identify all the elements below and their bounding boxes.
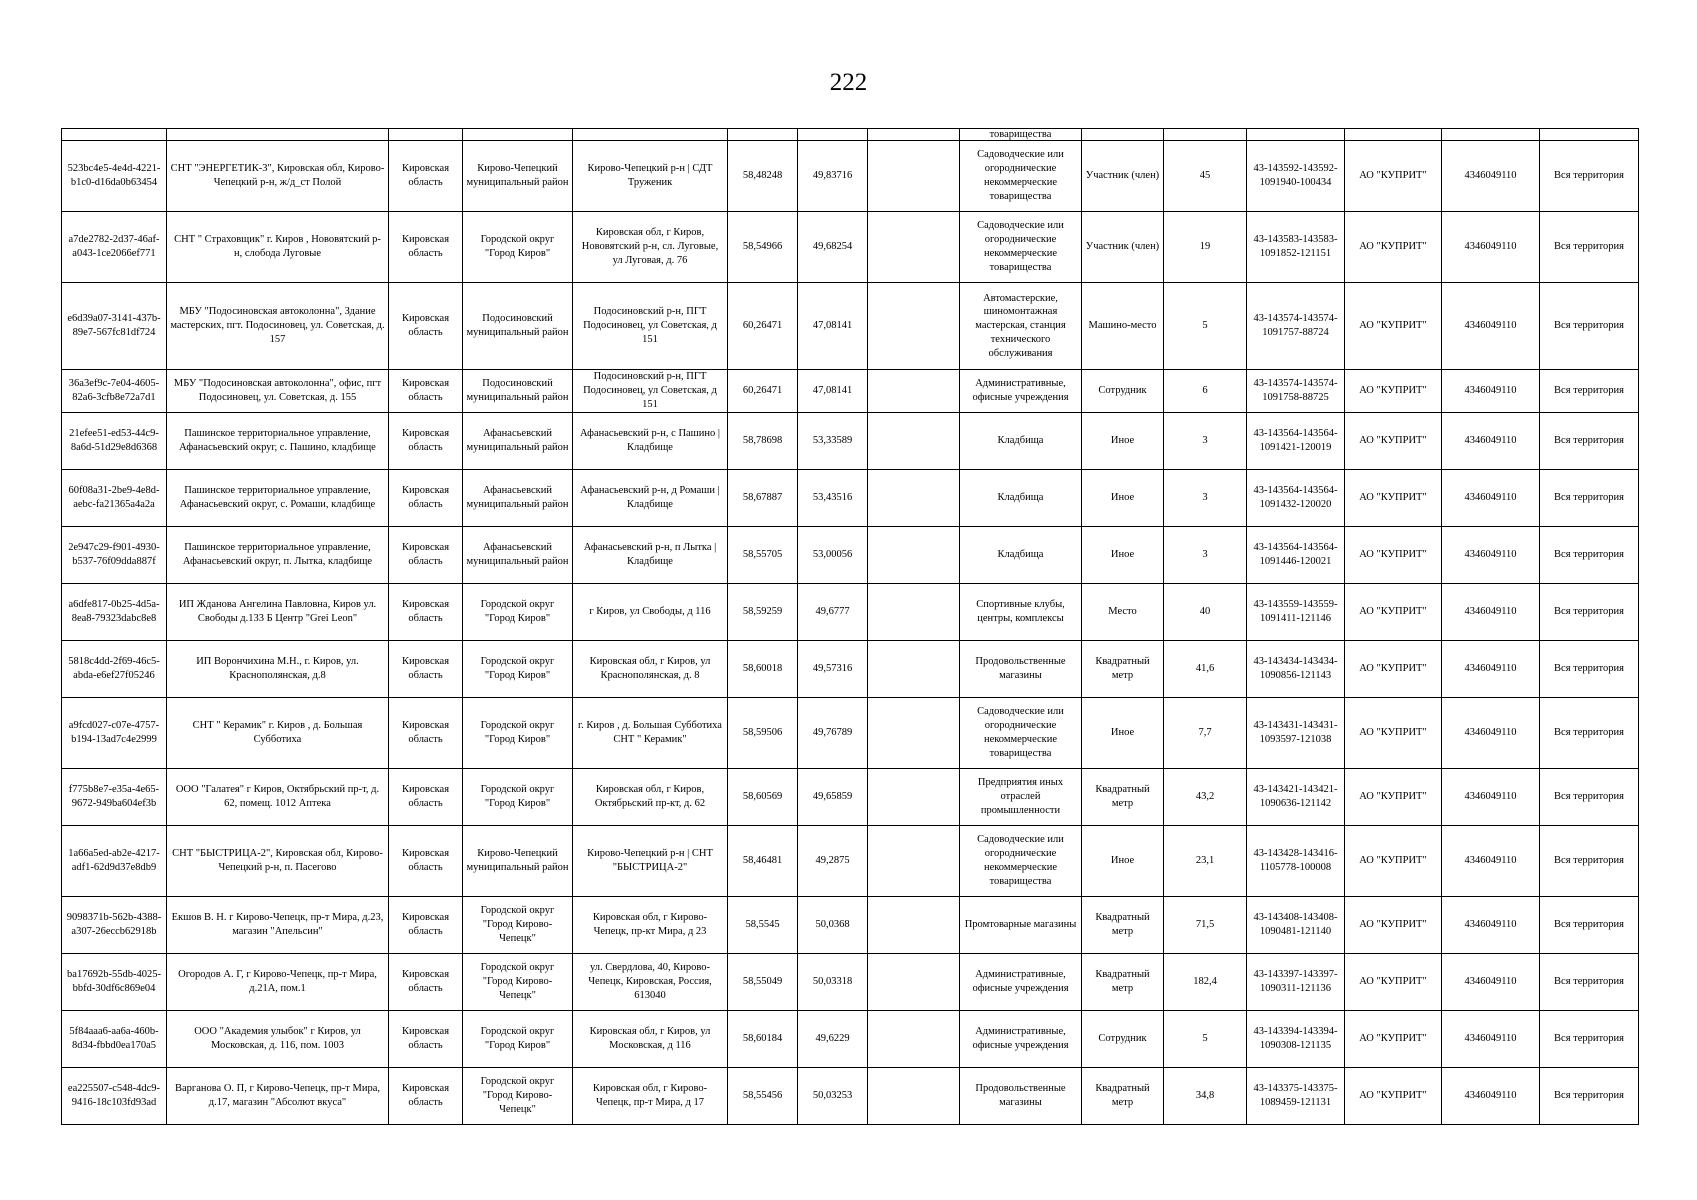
cell-object-id: a9fcd027-c07e-4757-b194-13ad7c4e2999 xyxy=(62,698,167,769)
cell-municipality: Городской округ "Город Киров" xyxy=(463,1011,573,1068)
cell-territorial-scheme-code: 43-143397-143397-1090311-121136 xyxy=(1247,954,1345,1011)
cell-inn: 4346049110 xyxy=(1442,897,1540,954)
cell-inn: 4346049110 xyxy=(1442,826,1540,897)
cell-empty xyxy=(868,470,960,527)
cell-object-id: a6dfe817-0b25-4d5a-8ea8-79323dabc8e8 xyxy=(62,584,167,641)
cell-inn: 4346049110 xyxy=(1442,413,1540,470)
cell-unit: Участник (член) xyxy=(1082,212,1164,283)
cell-territorial-scheme-code: 43-143375-143375-1089459-121131 xyxy=(1247,1068,1345,1125)
cell-region: Кировская область xyxy=(389,141,463,212)
cell-territorial-scheme-code: 43-143431-143431-1093597-121038 xyxy=(1247,698,1345,769)
cell-object-name: Пашинское территориальное управление, Афанасьевский округ, с. Пашино, кладбище xyxy=(167,413,389,470)
cell-unit: Квадратный метр xyxy=(1082,1068,1164,1125)
cell-quantity: 3 xyxy=(1164,413,1247,470)
table-row xyxy=(62,584,1639,641)
cell-municipality: Городской округ "Город Кирово-Чепецк" xyxy=(463,1068,573,1125)
cell-object-name: Екшов В. Н. г Кирово-Чепецк, пр-т Мира, д.23, магазин "Апельсин" xyxy=(167,897,389,954)
cell-unit: Участник (член) xyxy=(1082,141,1164,212)
cell-object-name: Пашинское территориальное управление, Афанасьевский округ, с. Ромаши, кладбище xyxy=(167,470,389,527)
cell-quantity: 45 xyxy=(1164,141,1247,212)
cell-unit: Сотрудник xyxy=(1082,370,1164,413)
cell-empty xyxy=(868,826,960,897)
cell-object-category: Административные, офисные учреждения xyxy=(960,1011,1082,1068)
cell-operator: АО "КУПРИТ" xyxy=(1345,413,1442,470)
table-row xyxy=(62,1068,1639,1125)
cell-latitude: 58,55705 xyxy=(728,527,798,584)
table-row xyxy=(62,698,1639,769)
cell-latitude: 58,59259 xyxy=(728,584,798,641)
cell-object-name: СНТ "БЫСТРИЦА-2", Кировская обл, Кирово-Чепецкий р-н, п. Пасегово xyxy=(167,826,389,897)
cell-object-category: Административные, офисные учреждения xyxy=(960,370,1082,413)
cell-territorial-scheme-code: 43-143564-143564-1091432-120020 xyxy=(1247,470,1345,527)
table-cell xyxy=(1082,129,1164,141)
cell-inn: 4346049110 xyxy=(1442,584,1540,641)
cell-operator: АО "КУПРИТ" xyxy=(1345,1011,1442,1068)
cell-inn: 4346049110 xyxy=(1442,769,1540,826)
cell-object-name: МБУ "Подосиновская автоколонна", Здание мастерских, пгт. Подосиновец, ул. Советская, д. 157 xyxy=(167,283,389,370)
cell-municipality: Афанасьевский муниципальный район xyxy=(463,413,573,470)
cell-address: Подосиновский р-н, ПГТ Подосиновец, ул Советская, д 151 xyxy=(573,370,728,413)
table-cell xyxy=(573,129,728,141)
cell-object-id: 9098371b-562b-4388-a307-26eccb62918b xyxy=(62,897,167,954)
cell-address: Кировская обл, г Кирово-Чепецк, пр-т Мира, д 17 xyxy=(573,1068,728,1125)
table-row xyxy=(62,641,1639,698)
cell-territory: Вся территория xyxy=(1540,584,1639,641)
cell-territory: Вся территория xyxy=(1540,141,1639,212)
cell-inn: 4346049110 xyxy=(1442,1011,1540,1068)
cell-address: Кировская обл, г Кирово-Чепецк, пр-кт Мира, д 23 xyxy=(573,897,728,954)
cell-longitude: 47,08141 xyxy=(798,370,868,413)
cell-inn: 4346049110 xyxy=(1442,283,1540,370)
cell-quantity: 19 xyxy=(1164,212,1247,283)
cell-object-name: СНТ " Страховщик" г. Киров , Нововятский р-н, слобода Луговые xyxy=(167,212,389,283)
cell-inn: 4346049110 xyxy=(1442,641,1540,698)
cell-empty xyxy=(868,413,960,470)
cell-region: Кировская область xyxy=(389,698,463,769)
cell-territory: Вся территория xyxy=(1540,370,1639,413)
cell-object-id: 60f08a31-2be9-4e8d-aebc-fa21365a4a2a xyxy=(62,470,167,527)
cell-object-category: Кладбища xyxy=(960,527,1082,584)
cell-object-category: Промтоварные магазины xyxy=(960,897,1082,954)
cell-object-category: Продовольственные магазины xyxy=(960,1068,1082,1125)
cell-latitude: 58,46481 xyxy=(728,826,798,897)
table-row xyxy=(62,283,1639,370)
cell-territorial-scheme-code: 43-143574-143574-1091758-88725 xyxy=(1247,370,1345,413)
cell-territory: Вся территория xyxy=(1540,527,1639,584)
cell-address: Кировская обл, г Киров, ул Московская, д 116 xyxy=(573,1011,728,1068)
cell-object-id: 21efee51-ed53-44c9-8a6d-51d29e8d6368 xyxy=(62,413,167,470)
table-row xyxy=(62,470,1639,527)
cell-operator: АО "КУПРИТ" xyxy=(1345,769,1442,826)
cell-empty xyxy=(868,954,960,1011)
cell-inn: 4346049110 xyxy=(1442,370,1540,413)
cell-operator: АО "КУПРИТ" xyxy=(1345,283,1442,370)
cell-operator: АО "КУПРИТ" xyxy=(1345,897,1442,954)
cell-object-category: Кладбища xyxy=(960,413,1082,470)
cell-territory: Вся территория xyxy=(1540,1011,1639,1068)
cell-operator: АО "КУПРИТ" xyxy=(1345,370,1442,413)
page-number: 222 xyxy=(829,69,868,96)
cell-empty xyxy=(868,283,960,370)
cell-operator: АО "КУПРИТ" xyxy=(1345,212,1442,283)
cell-unit: Квадратный метр xyxy=(1082,769,1164,826)
cell-operator: АО "КУПРИТ" xyxy=(1345,954,1442,1011)
cell-empty xyxy=(868,370,960,413)
table-row xyxy=(62,826,1639,897)
cell-territory: Вся территория xyxy=(1540,283,1639,370)
cell-territorial-scheme-code: 43-143428-143416-1105778-100008 xyxy=(1247,826,1345,897)
cell-territorial-scheme-code: 43-143592-143592-1091940-100434 xyxy=(1247,141,1345,212)
cell-address: Афанасьевский р-н, д Ромаши | Кладбище xyxy=(573,470,728,527)
cell-object-name: СНТ "ЭНЕРГЕТИК-3", Кировская обл, Кирово-Чепецкий р-н, ж/д_ст Полой xyxy=(167,141,389,212)
cell-object-id: 36a3ef9c-7e04-4605-82a6-3cfb8e72a7d1 xyxy=(62,370,167,413)
table-row xyxy=(62,769,1639,826)
cell-address: Кирово-Чепецкий р-н | СНТ "БЫСТРИЦА-2" xyxy=(573,826,728,897)
cell-object-category: Садоводческие или огороднические некоммерческие товарищества xyxy=(960,212,1082,283)
cell-region: Кировская область xyxy=(389,283,463,370)
cell-latitude: 58,60018 xyxy=(728,641,798,698)
table-cell xyxy=(798,129,868,141)
cell-quantity: 5 xyxy=(1164,283,1247,370)
cell-quantity: 182,4 xyxy=(1164,954,1247,1011)
table-row xyxy=(62,897,1639,954)
cell-address: Кировская обл, г Киров, Октябрьский пр-кт, д. 62 xyxy=(573,769,728,826)
cell-longitude: 49,57316 xyxy=(798,641,868,698)
table-cell-fragment: товарищества xyxy=(960,129,1082,141)
cell-territorial-scheme-code: 43-143408-143408-1090481-121140 xyxy=(1247,897,1345,954)
cell-territory: Вся территория xyxy=(1540,897,1639,954)
cell-unit: Иное xyxy=(1082,527,1164,584)
cell-territory: Вся территория xyxy=(1540,698,1639,769)
cell-municipality: Городской округ "Город Киров" xyxy=(463,641,573,698)
cell-municipality: Городской округ "Город Киров" xyxy=(463,584,573,641)
cell-object-id: f775b8e7-e35a-4e65-9672-949ba604ef3b xyxy=(62,769,167,826)
cell-address: Афанасьевский р-н, п Лытка | Кладбище xyxy=(573,527,728,584)
cell-object-category: Спортивные клубы, центры, комплексы xyxy=(960,584,1082,641)
cell-inn: 4346049110 xyxy=(1442,698,1540,769)
cell-quantity: 5 xyxy=(1164,1011,1247,1068)
cell-empty xyxy=(868,698,960,769)
table-cell xyxy=(62,129,167,141)
table-row xyxy=(62,527,1639,584)
cell-latitude: 58,67887 xyxy=(728,470,798,527)
cell-municipality: Подосиновский муниципальный район xyxy=(463,370,573,413)
cell-latitude: 58,60569 xyxy=(728,769,798,826)
cell-inn: 4346049110 xyxy=(1442,141,1540,212)
cell-unit: Место xyxy=(1082,584,1164,641)
cell-territorial-scheme-code: 43-143564-143564-1091421-120019 xyxy=(1247,413,1345,470)
cell-longitude: 53,43516 xyxy=(798,470,868,527)
cell-longitude: 49,6777 xyxy=(798,584,868,641)
cell-operator: АО "КУПРИТ" xyxy=(1345,141,1442,212)
cell-object-name: Огородов А. Г, г Кирово-Чепецк, пр-т Мира, д.21А, пом.1 xyxy=(167,954,389,1011)
cell-territory: Вся территория xyxy=(1540,212,1639,283)
table-cell xyxy=(728,129,798,141)
cell-inn: 4346049110 xyxy=(1442,1068,1540,1125)
cell-territorial-scheme-code: 43-143559-143559-1091411-121146 xyxy=(1247,584,1345,641)
cell-object-category: Административные, офисные учреждения xyxy=(960,954,1082,1011)
table-cell xyxy=(1164,129,1247,141)
cell-region: Кировская область xyxy=(389,954,463,1011)
cell-longitude: 50,0368 xyxy=(798,897,868,954)
cell-empty xyxy=(868,141,960,212)
cell-latitude: 60,26471 xyxy=(728,370,798,413)
cell-quantity: 71,5 xyxy=(1164,897,1247,954)
cell-object-name: СНТ " Керамик" г. Киров , д. Большая Субботиха xyxy=(167,698,389,769)
cell-unit: Иное xyxy=(1082,698,1164,769)
cell-object-name: ИП Жданова Ангелина Павловна, Киров ул. Свободы д.133 Б Центр "Grei Leon" xyxy=(167,584,389,641)
cell-operator: АО "КУПРИТ" xyxy=(1345,527,1442,584)
cell-empty xyxy=(868,641,960,698)
cell-longitude: 49,2875 xyxy=(798,826,868,897)
cell-operator: АО "КУПРИТ" xyxy=(1345,641,1442,698)
cell-operator: АО "КУПРИТ" xyxy=(1345,1068,1442,1125)
cell-operator: АО "КУПРИТ" xyxy=(1345,470,1442,527)
table-cell xyxy=(463,129,573,141)
cell-quantity: 43,2 xyxy=(1164,769,1247,826)
cell-latitude: 58,55049 xyxy=(728,954,798,1011)
cell-unit: Квадратный метр xyxy=(1082,897,1164,954)
cell-longitude: 47,08141 xyxy=(798,283,868,370)
cell-municipality: Кирово-Чепецкий муниципальный район xyxy=(463,826,573,897)
cell-municipality: Городской округ "Город Кирово-Чепецк" xyxy=(463,897,573,954)
cell-object-name: ООО "Академия улыбок" г Киров, ул Московская, д. 116, пом. 1003 xyxy=(167,1011,389,1068)
table-cell xyxy=(868,129,960,141)
cell-object-name: Пашинское территориальное управление, Афанасьевский округ, п. Лытка, кладбище xyxy=(167,527,389,584)
cell-territory: Вся территория xyxy=(1540,954,1639,1011)
cell-object-category: Автомастерские, шиномонтажная мастерская, станция технического обслуживания xyxy=(960,283,1082,370)
cell-object-category: Кладбища xyxy=(960,470,1082,527)
cell-object-name: МБУ "Подосиновская автоколонна", офис, пгт Подосиновец, ул. Советская, д. 155 xyxy=(167,370,389,413)
cell-latitude: 58,78698 xyxy=(728,413,798,470)
cell-latitude: 58,54966 xyxy=(728,212,798,283)
cell-operator: АО "КУПРИТ" xyxy=(1345,826,1442,897)
table-cell xyxy=(167,129,389,141)
cell-latitude: 60,26471 xyxy=(728,283,798,370)
cell-territorial-scheme-code: 43-143434-143434-1090856-121143 xyxy=(1247,641,1345,698)
cell-territorial-scheme-code: 43-143583-143583-1091852-121151 xyxy=(1247,212,1345,283)
cell-longitude: 49,83716 xyxy=(798,141,868,212)
cell-latitude: 58,48248 xyxy=(728,141,798,212)
cell-quantity: 41,6 xyxy=(1164,641,1247,698)
table-row xyxy=(62,1011,1639,1068)
cell-region: Кировская область xyxy=(389,212,463,283)
cell-address: Афанасьевский р-н, с Пашино | Кладбище xyxy=(573,413,728,470)
cell-empty xyxy=(868,584,960,641)
cell-address: Кировская обл, г Киров, ул Краснополянская, д. 8 xyxy=(573,641,728,698)
cell-object-category: Предприятия иных отраслей промышленности xyxy=(960,769,1082,826)
cell-address: Подосиновский р-н, ПГТ Подосиновец, ул Советская, д 151 xyxy=(573,283,728,370)
cell-region: Кировская область xyxy=(389,641,463,698)
cell-municipality: Подосиновский муниципальный район xyxy=(463,283,573,370)
waste-objects-table xyxy=(61,128,1639,1125)
cell-object-id: 523bc4e5-4e4d-4221-b1c0-d16da0b63454 xyxy=(62,141,167,212)
cell-empty xyxy=(868,769,960,826)
cell-region: Кировская область xyxy=(389,584,463,641)
cell-municipality: Городской округ "Город Кирово-Чепецк" xyxy=(463,954,573,1011)
cell-territorial-scheme-code: 43-143394-143394-1090308-121135 xyxy=(1247,1011,1345,1068)
table-cell xyxy=(1442,129,1540,141)
cell-address: г Киров, ул Свободы, д 116 xyxy=(573,584,728,641)
cell-territory: Вся территория xyxy=(1540,641,1639,698)
cell-territorial-scheme-code: 43-143564-143564-1091446-120021 xyxy=(1247,527,1345,584)
cell-longitude: 49,76789 xyxy=(798,698,868,769)
cell-object-id: e6d39a07-3141-437b-89e7-567fc81df724 xyxy=(62,283,167,370)
cell-quantity: 3 xyxy=(1164,470,1247,527)
cell-unit: Машино-место xyxy=(1082,283,1164,370)
cell-quantity: 3 xyxy=(1164,527,1247,584)
cell-latitude: 58,55456 xyxy=(728,1068,798,1125)
cell-municipality: Афанасьевский муниципальный район xyxy=(463,470,573,527)
cell-object-id: ba17692b-55db-4025-bbfd-30df6c869e04 xyxy=(62,954,167,1011)
cell-territory: Вся территория xyxy=(1540,413,1639,470)
cell-unit: Иное xyxy=(1082,413,1164,470)
cell-unit: Иное xyxy=(1082,470,1164,527)
cell-inn: 4346049110 xyxy=(1442,470,1540,527)
cell-object-category: Садоводческие или огороднические некоммерческие товарищества xyxy=(960,698,1082,769)
cell-region: Кировская область xyxy=(389,826,463,897)
cell-unit: Иное xyxy=(1082,826,1164,897)
cell-longitude: 49,68254 xyxy=(798,212,868,283)
cell-inn: 4346049110 xyxy=(1442,212,1540,283)
cell-inn: 4346049110 xyxy=(1442,527,1540,584)
cell-territorial-scheme-code: 43-143421-143421-1090636-121142 xyxy=(1247,769,1345,826)
cell-region: Кировская область xyxy=(389,897,463,954)
cell-territorial-scheme-code: 43-143574-143574-1091757-88724 xyxy=(1247,283,1345,370)
cell-empty xyxy=(868,527,960,584)
cell-object-id: 2e947c29-f901-4930-b537-76f09dda887f xyxy=(62,527,167,584)
cell-empty xyxy=(868,1068,960,1125)
cell-object-id: 5818c4dd-2f69-46c5-abda-e6ef27f05246 xyxy=(62,641,167,698)
cell-address: ул. Свердлова, 40, Кирово-Чепецк, Кировская, Россия, 613040 xyxy=(573,954,728,1011)
cell-quantity: 6 xyxy=(1164,370,1247,413)
cell-object-name: ИП Ворончихина М.Н., г. Киров, ул. Краснополянская, д.8 xyxy=(167,641,389,698)
cell-object-id: a7de2782-2d37-46af-a043-1ce2066ef771 xyxy=(62,212,167,283)
cell-municipality: Кирово-Чепецкий муниципальный район xyxy=(463,141,573,212)
cell-territory: Вся территория xyxy=(1540,826,1639,897)
cell-longitude: 49,65859 xyxy=(798,769,868,826)
cell-region: Кировская область xyxy=(389,413,463,470)
cell-municipality: Городской округ "Город Киров" xyxy=(463,212,573,283)
cell-municipality: Городской округ "Город Киров" xyxy=(463,769,573,826)
cell-object-category: Садоводческие или огороднические некоммерческие товарищества xyxy=(960,826,1082,897)
cell-object-id: ea225507-c548-4dc9-9416-18c103fd93ad xyxy=(62,1068,167,1125)
cell-quantity: 23,1 xyxy=(1164,826,1247,897)
cell-unit: Квадратный метр xyxy=(1082,954,1164,1011)
cell-object-name: ООО "Галатея" г Киров, Октябрьский пр-т, д. 62, помещ. 1012 Аптека xyxy=(167,769,389,826)
cell-object-id: 1a66a5ed-ab2e-4217-adf1-62d9d37e8db9 xyxy=(62,826,167,897)
cell-object-id: 5f84aaa6-aa6a-460b-8d34-fbbd0ea170a5 xyxy=(62,1011,167,1068)
cell-inn: 4346049110 xyxy=(1442,954,1540,1011)
cell-object-category: Садоводческие или огороднические некоммерческие товарищества xyxy=(960,141,1082,212)
table-row xyxy=(62,141,1639,212)
cell-longitude: 53,00056 xyxy=(798,527,868,584)
cell-object-name: Варганова О. П, г Кирово-Чепецк, пр-т Мира, д.17, магазин "Абсолют вкуса" xyxy=(167,1068,389,1125)
cell-longitude: 53,33589 xyxy=(798,413,868,470)
cell-address: г. Киров , д. Большая Субботиха СНТ " Керамик" xyxy=(573,698,728,769)
cell-region: Кировская область xyxy=(389,470,463,527)
cell-region: Кировская область xyxy=(389,370,463,413)
table-row xyxy=(62,954,1639,1011)
cell-region: Кировская область xyxy=(389,1011,463,1068)
cell-longitude: 50,03253 xyxy=(798,1068,868,1125)
table-cell xyxy=(1540,129,1639,141)
table-cell xyxy=(389,129,463,141)
cell-quantity: 34,8 xyxy=(1164,1068,1247,1125)
table-cell xyxy=(1247,129,1345,141)
cell-unit: Квадратный метр xyxy=(1082,641,1164,698)
cell-territory: Вся территория xyxy=(1540,1068,1639,1125)
table-cell xyxy=(1345,129,1442,141)
cell-longitude: 49,6229 xyxy=(798,1011,868,1068)
cell-quantity: 40 xyxy=(1164,584,1247,641)
cell-operator: АО "КУПРИТ" xyxy=(1345,584,1442,641)
cell-latitude: 58,59506 xyxy=(728,698,798,769)
cell-quantity: 7,7 xyxy=(1164,698,1247,769)
cell-empty xyxy=(868,897,960,954)
cell-unit: Сотрудник xyxy=(1082,1011,1164,1068)
cell-object-category: Продовольственные магазины xyxy=(960,641,1082,698)
cell-municipality: Афанасьевский муниципальный район xyxy=(463,527,573,584)
table-row xyxy=(62,212,1639,283)
cell-territory: Вся территория xyxy=(1540,470,1639,527)
cell-latitude: 58,60184 xyxy=(728,1011,798,1068)
cell-empty xyxy=(868,1011,960,1068)
cell-operator: АО "КУПРИТ" xyxy=(1345,698,1442,769)
cell-region: Кировская область xyxy=(389,527,463,584)
cell-empty xyxy=(868,212,960,283)
table-row xyxy=(62,413,1639,470)
table-row-continuation xyxy=(62,129,1639,141)
cell-municipality: Городской округ "Город Киров" xyxy=(463,698,573,769)
cell-region: Кировская область xyxy=(389,769,463,826)
cell-territory: Вся территория xyxy=(1540,769,1639,826)
cell-address: Кирово-Чепецкий р-н | СДТ Труженик xyxy=(573,141,728,212)
table-row xyxy=(62,370,1639,413)
cell-region: Кировская область xyxy=(389,1068,463,1125)
cell-longitude: 50,03318 xyxy=(798,954,868,1011)
cell-address: Кировская обл, г Киров, Нововятский р-н, сл. Луговые, ул Луговая, д. 76 xyxy=(573,212,728,283)
cell-latitude: 58,5545 xyxy=(728,897,798,954)
